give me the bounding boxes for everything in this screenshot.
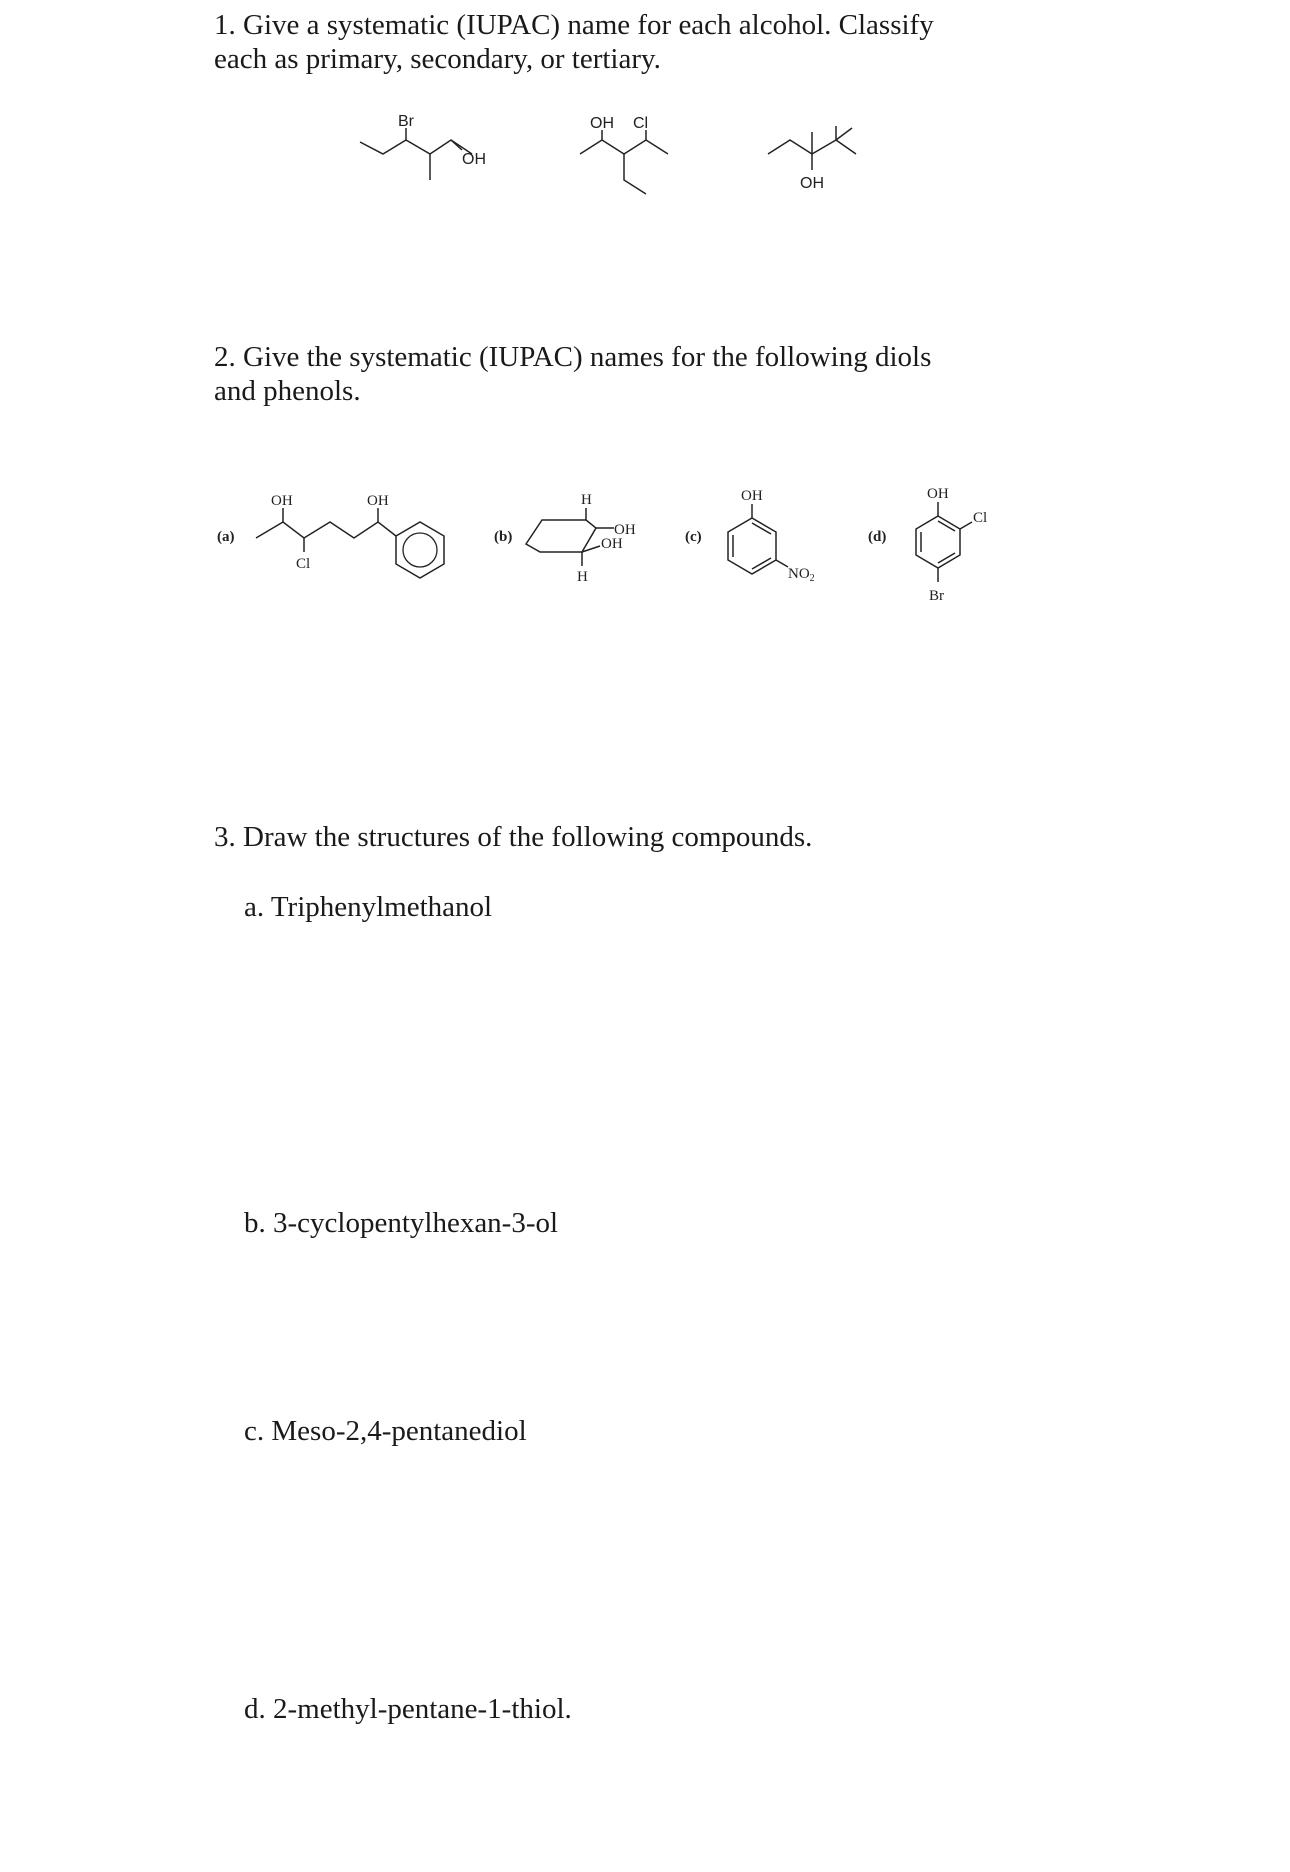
q2-d-cl-bond: [960, 522, 972, 529]
q2-b-h-top-label: H: [581, 492, 592, 508]
q2-b-h-bottom-label: H: [577, 569, 588, 585]
question-1-line-1: 1. Give a systematic (IUPAC) name for each alcohol. Classify: [214, 9, 934, 41]
q3-item-c: c. Meso-2,4-pentanediol: [244, 1415, 527, 1447]
q2-b-oh1-label: OH: [614, 522, 636, 538]
q2-b-oh2-label: OH: [601, 536, 623, 552]
question-1-line-2: each as primary, secondary, or tertiary.: [214, 43, 661, 75]
q1-mol2-oh-label: OH: [590, 115, 614, 132]
q2-d-double-bond-2: [938, 553, 955, 563]
q3-item-a: a. Triphenylmethanol: [244, 891, 493, 923]
q1-mol3-oh-label: OH: [800, 175, 824, 192]
question-2-line-1: 2. Give the systematic (IUPAC) names for the following diols: [214, 341, 932, 373]
q2-a-oh1-label: OH: [271, 493, 293, 509]
q1-mol1-br-label: Br: [398, 113, 414, 130]
q2-b-label: (b): [494, 529, 513, 545]
q2-d-benzene-ring: [916, 516, 960, 568]
q2-c-no2-subscript: 2: [809, 573, 815, 584]
q1-mol1-oh-label: OH: [462, 151, 486, 168]
q2-molecule-d: [0, 0, 1290, 640]
q2-a-label: (a): [217, 529, 235, 545]
question-3-title: 3. Draw the structures of the following compounds.: [214, 821, 813, 853]
q2-d-oh-label: OH: [927, 486, 949, 502]
q2-c-oh-label: OH: [741, 488, 763, 504]
q2-c-label: (c): [685, 529, 702, 545]
q2-a-oh2-label: OH: [367, 493, 389, 509]
question-2-line-2: and phenols.: [214, 375, 361, 407]
q2-d-label: (d): [868, 529, 887, 545]
q2-a-cl-label: Cl: [296, 556, 311, 572]
q2-c-no2-main: NO: [788, 566, 810, 582]
q2-d-br-label: Br: [929, 588, 944, 604]
q1-mol2-cl-label: Cl: [633, 115, 649, 132]
q3-item-d: d. 2-methyl-pentane-1-thiol.: [244, 1693, 572, 1725]
q2-d-double-bond-3: [938, 521, 955, 531]
q3-item-b: b. 3-cyclopentylhexan-3-ol: [244, 1207, 559, 1239]
q2-d-cl-label: Cl: [973, 510, 988, 526]
